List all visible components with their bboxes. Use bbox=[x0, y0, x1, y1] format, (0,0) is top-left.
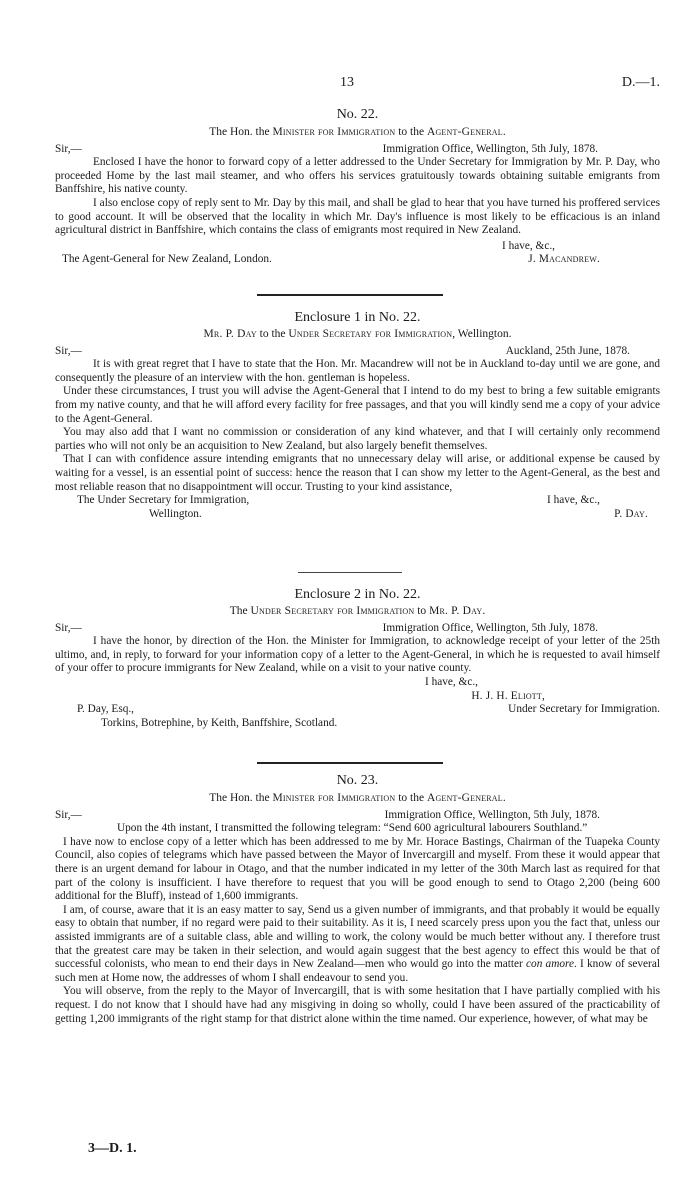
signature: H. J. H. Eliott, bbox=[471, 689, 545, 702]
address-line bbox=[55, 717, 660, 731]
paragraph: You may also add that I want no commission or consideration of any kind whatever, and that I will certainly only recommend parties who will not only be an acquisition to New Zealand, but also largely benefit themselves. bbox=[55, 426, 660, 452]
closing: I have, &c., bbox=[546, 494, 600, 507]
section-divider bbox=[298, 572, 402, 573]
letter-title bbox=[55, 605, 660, 619]
addressee-address: Torkins, Botrephine, by Keith, Banffshire, Scotland. bbox=[101, 716, 338, 729]
paragraph: It is with great regret that I have to state that the Hon. Mr. Macandrew will not be in Auckland to-day until we are gone, and consequently the pleasure of an interview with the hon. gentleman is hopeless. bbox=[55, 358, 660, 384]
title-recipient: Mr. P. Day bbox=[429, 605, 483, 617]
paragraph-text: I am, of course, aware that it is an easy matter to say, Send us a given number of immigrants, and that probably it would be equally easy to obtain that number, if no regard were paid to their suitability. As it is, I need scarcely press upon you the fact that, unless our assisted immigrants are of a suitable class, able and willing to work, the colony would be much better without any. I therefore trust that the greatest care may be taken in their selection, and would again suggest that the best agency to effect this would be that of successful colonists, who mean to end their days in New Zealand—men who would go into the matter bbox=[55, 903, 660, 971]
salutation-line bbox=[55, 809, 660, 823]
signature-mark: 3—D. 1. bbox=[88, 1141, 137, 1156]
section-divider bbox=[257, 762, 443, 764]
title-sender: Minister for Immigration bbox=[272, 126, 396, 138]
italic-phrase: con amore bbox=[526, 958, 575, 971]
title-end: , Wellington. bbox=[452, 328, 512, 340]
dateline: Auckland, 25th June, 1878. bbox=[505, 344, 630, 357]
dateline: Immigration Office, Wellington, 5th July, 1878. bbox=[382, 621, 598, 634]
signature: P. Day. bbox=[614, 507, 648, 520]
paragraph: You will observe, from the reply to the Mayor of Invercargill, that is with some hesitation that I have partially complied with his request. I do not know that I should have had any misgiving in doing so wholly, could I have been assured of the practicability of getting 1,200 immigrants of the right stamp for that district alone within the time named. Our experience, however, of what may be bbox=[55, 985, 660, 1025]
title-sender: Mr. P. Day bbox=[203, 328, 257, 340]
addressee: P. Day, Esq., bbox=[77, 703, 135, 716]
letter-no23 bbox=[55, 772, 660, 1026]
title-end: . bbox=[502, 792, 506, 804]
section-divider bbox=[257, 294, 443, 296]
title-sender: Minister for Immigration bbox=[272, 792, 396, 804]
title-end: . bbox=[502, 126, 506, 138]
signature: J. Macandrew. bbox=[528, 253, 600, 266]
enclosure-heading: Enclosure 1 in No. 22. bbox=[294, 310, 421, 325]
paragraph: Upon the 4th instant, I transmitted the following telegram: “Send 600 agricultural labourers Southland.” bbox=[117, 822, 588, 835]
addressee-city: Wellington. bbox=[149, 507, 202, 520]
closing: I have, &c., bbox=[501, 239, 555, 252]
dateline: Immigration Office, Wellington, 5th July, 1878. bbox=[382, 142, 598, 155]
page-number: 13 bbox=[340, 75, 354, 90]
addressee: The Agent-General for New Zealand, London. bbox=[62, 253, 272, 266]
paper-reference: D.—1. bbox=[621, 75, 660, 90]
paragraph bbox=[55, 904, 660, 986]
signature-line bbox=[55, 253, 660, 267]
signature-line bbox=[55, 690, 660, 704]
title-end: . bbox=[482, 605, 486, 617]
paragraph: Enclosed I have the honor to forward copy of a letter addressed to the Under Secretary for Immigration by Mr. P. Day, who proceeded Home by the last mail steamer, and who offers his services gratuitously towards obtaining suitable emigrants from Banffshire, his native county. bbox=[55, 156, 660, 196]
salutation: Sir,— bbox=[55, 621, 82, 634]
enclosure-2 bbox=[55, 582, 660, 730]
paragraph-text-end: . I know of several such men at Home now, the addresses of whom I shall endeavour to send you. bbox=[55, 958, 660, 984]
closing-line bbox=[55, 494, 660, 508]
addressee: The Under Secretary for Immigration, bbox=[77, 494, 250, 507]
title-connector: to bbox=[414, 605, 430, 617]
letter-title bbox=[55, 328, 660, 342]
letter-number: No. 22. bbox=[336, 107, 379, 122]
signature-line bbox=[55, 508, 660, 522]
title-connector: to the bbox=[395, 126, 427, 138]
letter-title bbox=[55, 792, 660, 806]
letter-title bbox=[55, 126, 660, 140]
paragraph: I have now to enclose copy of a letter which has been addressed to me by Mr. Horace Bastings, Chairman of the Tuapeka County Council, also copies of telegrams which have passed between the Mayor of Invercargill and myself. From these it would appear that there is an urgent demand for labour in Otago, and that the number indicated in my letter of the 30th March last as required for that part of the colony is insufficient. I have therefore to request that you will be good enough to send to Otago 2,200 (being 600 additional for the Bluff), instead of 1,600 immigrants. bbox=[55, 835, 660, 903]
salutation-line bbox=[55, 622, 660, 636]
enclosure-1 bbox=[55, 305, 660, 521]
page-header bbox=[0, 76, 700, 96]
enclosure-heading: Enclosure 2 in No. 22. bbox=[294, 587, 421, 602]
title-sender: Under Secretary for Immigration bbox=[250, 605, 415, 617]
letter-no22 bbox=[55, 106, 660, 267]
salutation-line bbox=[55, 345, 660, 359]
title-prefix: The Hon. the bbox=[209, 792, 273, 804]
paragraph: I also enclose copy of reply sent to Mr. Day by this mail, and shall be glad to hear that you have turned his proffered services to good account. It will be observed that the locality in which Mr. Day's influence is most likely to be efficacious is an inland agricultural district in Banffshire, which contains the class of emigrants most required in New Zealand. bbox=[55, 196, 660, 237]
closing: I have, &c., bbox=[424, 675, 478, 688]
paragraph: Under these circumstances, I trust you will advise the Agent-General that I intend to do my best to bring a few suitable emigrants from my native county, and that he will afford every facility for free passages, and that you will kindly send me a copy of your advice to the Agent-General. bbox=[55, 385, 660, 425]
salutation: Sir,— bbox=[55, 344, 82, 357]
paragraph: That I can with confidence assure intending emigrants that no unnecessary delay will arise, or additional expense be caused by waiting for a vessel, is an essential point of success: hence the reason that I can show my letter to the Agent-General, as the best and most reliable reason that no disappointment will occur. Trusting to your kind assistance, bbox=[55, 453, 660, 493]
signature-title: Under Secretary for Immigration. bbox=[508, 703, 660, 716]
salutation: Sir,— bbox=[55, 808, 82, 821]
closing-line bbox=[55, 676, 660, 690]
paragraph: I have the honor, by direction of the Hon. the Minister for Immigration, to acknowledge receipt of your letter of the 25th ultimo, and, in reply, to forward for your information copy of a letter to the Agent-General, in which he is requested to avail himself of your offer to procure immigrants for New Zealand, while on a visit to your native county. bbox=[55, 635, 660, 675]
title-prefix: The Hon. the bbox=[209, 126, 273, 138]
salutation-line bbox=[55, 143, 660, 157]
title-recipient: Agent-General bbox=[426, 126, 503, 138]
addressee-line bbox=[55, 703, 660, 717]
letter-number: No. 23. bbox=[336, 773, 379, 788]
salutation: Sir,— bbox=[55, 142, 82, 155]
title-prefix: The bbox=[229, 605, 251, 617]
title-recipient: Agent-General bbox=[426, 792, 503, 804]
title-connector: to the bbox=[256, 328, 289, 340]
title-recipient: Under Secretary for Immigration bbox=[288, 328, 453, 340]
dateline: Immigration Office, Wellington, 5th July, 1878. bbox=[384, 808, 600, 821]
title-connector: to the bbox=[395, 792, 427, 804]
closing-line bbox=[55, 240, 660, 254]
